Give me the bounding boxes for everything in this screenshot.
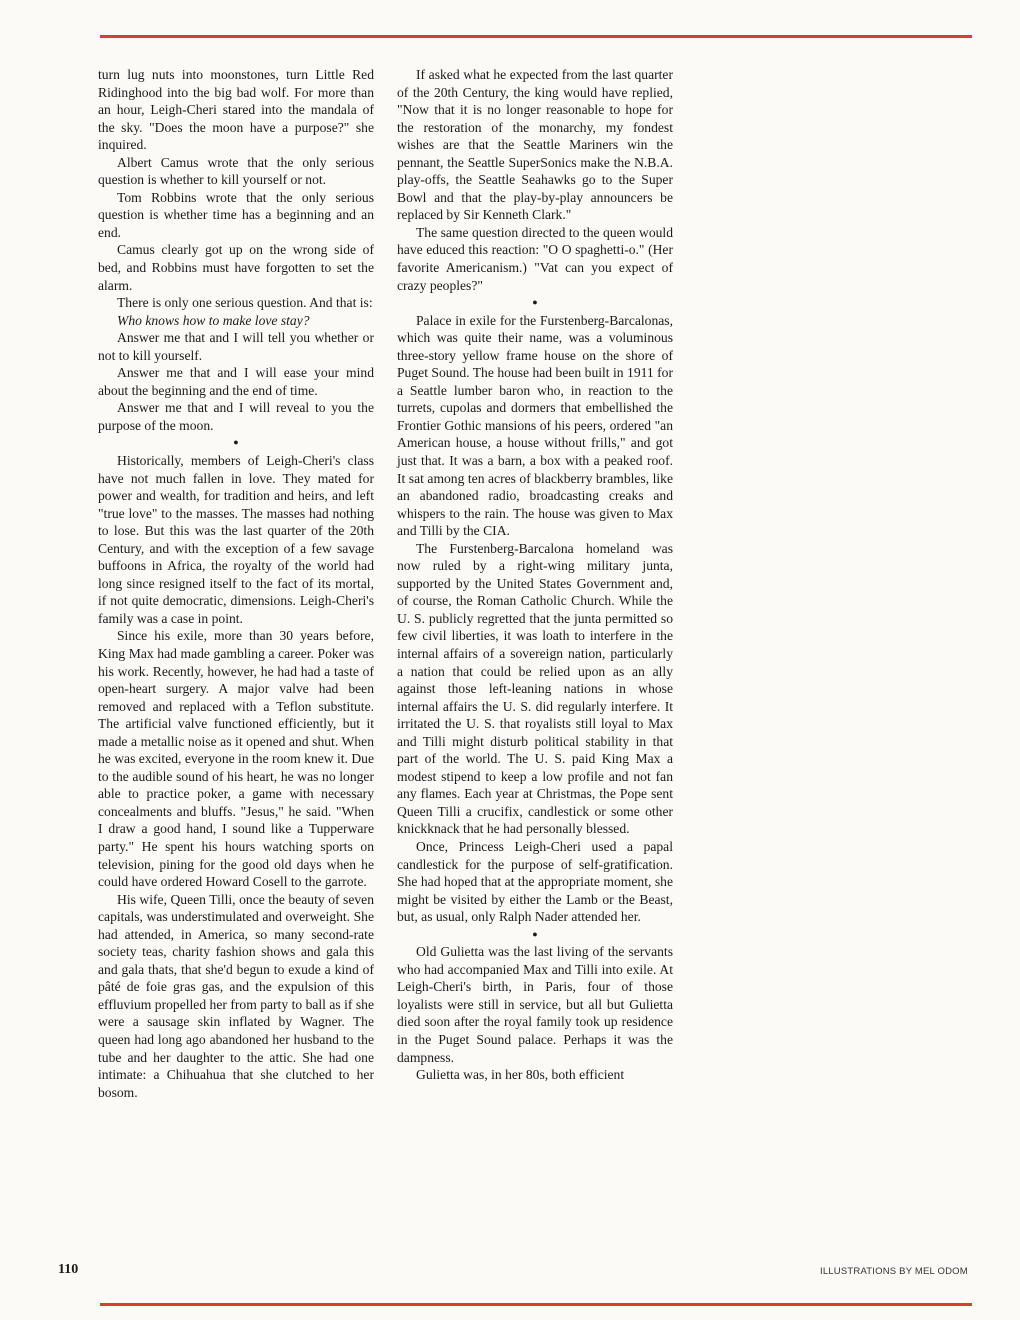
body-paragraph: His wife, Queen Tilli, once the beauty of seven capitals, was understimulated and overweight. She had attended, in America, so many second-rate society teas, charity fashion shows and gala this and gala thats, that she'd begun to exude a kind of pâté de foie gras gas, and the expulsion of this effluvium propelled her from party to ball as if she were a sausage skin inflated by Wagner. The queen had long ago abandoned her husband to the tube and her daughter to the attic. She had one intimate: a Chihuahua that she clutched to her bosom. <box>98 891 374 1100</box>
body-paragraph: Gulietta was, in her 80s, both efficient <box>416 1067 625 1083</box>
top-rule <box>100 35 972 38</box>
section-separator-bullet: ● <box>233 437 239 448</box>
section-separator-bullet: ● <box>532 297 538 308</box>
body-paragraph: If asked what he expected from the last quarter of the 20th Century, the king would have replied, "Now that it is no longer reasonable to hope for the restoration of the monarchy, my fondest wishes are that the Seattle Mariners win the pennant, the Seattle SuperSonics make the N.B.A. play-offs, the Seattle Seahawks go to the Super Bowl and that the play-by-play announcers be replaced by Sir Kenneth Clark." <box>397 67 673 223</box>
left-column <box>98 66 374 1101</box>
body-paragraph: The Furstenberg-Barcalona homeland was now ruled by a right-wing military junta, supported by the United States Government and, of course, the Roman Catholic Church. While the U. S. publicly regretted that the junta permitted so few civil liberties, it was loath to interfere in the internal affairs of a sovereign nation, particularly a nation that could be relied upon as an ally against those left-leaning nations in whose internal affairs the U. S. did regularly interfere. It irritated the U. S. that royalists still loyal to Max and Tilli might disturb political stability in that part of the world. The U. S. paid King Max a modest stipend to keep a low profile and not fan any flames. Each year at Christmas, the Pope sent Queen Tilli a crucifix, candlestick or some other knickknack that he had personally blessed. <box>397 540 673 837</box>
body-paragraph: Historically, members of Leigh-Cheri's class have not much fallen in love. They mated for power and wealth, for tradition and heirs, and left "true love" to the masses. The masses had nothing to lose. But this was the last quarter of the 20th Century, and with the exception of a few savage buffoons in Africa, the royalty of the world had long since resigned itself to the fact of its mortal, if not quite democratic, dimensions. Leigh-Cheri's family was a case in point. <box>98 452 374 626</box>
bottom-rule <box>100 1303 972 1306</box>
body-paragraph: Once, Princess Leigh-Cheri used a papal candlestick for the purpose of self-gratification. She had hoped that at the appropriate moment, she might be visited by either the Lamb or the Beast, but, as usual, only Ralph Nader attended her. <box>397 839 673 925</box>
body-paragraph: Tom Robbins wrote that the only serious question is whether time has a beginning and an end. <box>98 189 374 240</box>
body-paragraph: Who knows how to make love stay? <box>117 312 310 328</box>
illustration-credit: ILLUSTRATIONS BY MEL ODOM <box>820 1266 968 1277</box>
right-column <box>397 66 673 1084</box>
body-paragraph: There is only one serious question. And that is: <box>117 295 373 311</box>
body-paragraph: Answer me that and I will reveal to you the purpose of the moon. <box>98 400 374 433</box>
body-paragraph: Camus clearly got up on the wrong side of bed, and Robbins must have forgotten to set the alarm. <box>98 242 374 293</box>
body-paragraph: turn lug nuts into moonstones, turn Little Red Ridinghood into the big bad wolf. For more than an hour, Leigh-Cheri stared into the mandala of the sky. "Does the moon have a purpose?" she inquired. <box>98 67 374 153</box>
body-paragraph: Answer me that and I will tell you whether or not to kill yourself. <box>98 330 374 363</box>
body-paragraph: Since his exile, more than 30 years before, King Max had made gambling a career. Poker was his work. Recently, however, he had had a taste of open-heart surgery. A major valve had been removed and replaced with a Teflon substitute. The artificial valve functioned efficiently, but it made a metallic noise as it opened and shut. When he was excited, everyone in the room knew it. Due to the audible sound of his heart, he was no longer able to practice poker, a game with necessary concealments and bluffs. "Jesus," he said. "When I draw a good hand, I sound like a Tupperware party." He spent his hours watching sports on television, pining for the good old days when he could have ordered Howard Cosell to the garrote. <box>98 628 374 890</box>
body-paragraph: Albert Camus wrote that the only serious question is whether to kill yourself or not. <box>98 154 374 188</box>
page-number: 110 <box>58 1262 79 1277</box>
body-paragraph: The same question directed to the queen would have educed this reaction: "O O spaghetti-o." (Her favorite Americanism.) "Vat can you expect of crazy peoples?" <box>397 224 673 293</box>
body-paragraph: Answer me that and I will ease your mind about the beginning and the end of time. <box>98 365 374 398</box>
body-paragraph: Palace in exile for the Furstenberg-Barcalonas, which was quite their name, was a voluminous three-story yellow frame house on the shore of Puget Sound. The house had been built in 1911 for a Seattle lumber baron who, in reaction to the turrets, cupolas and dormers that embellished the Frontier Gothic mansions of his peers, ordered "an American house, a house without frills," and got just that. It was a barn, a box with a peaked roof. It sat among ten acres of blackberry brambles, like an abandoned radio, broadcasting creaks and whispers to the rain. The house was given to Max and Tilli by the CIA. <box>397 312 673 539</box>
body-paragraph: Old Gulietta was the last living of the servants who had accompanied Max and Tilli into exile. At Leigh-Cheri's birth, in Paris, four of those loyalists were still in service, but all but Gulietta died soon after the royal family took up residence in the Puget Sound palace. Perhaps it was the dampness. <box>397 944 673 1065</box>
section-separator-bullet: ● <box>532 928 538 939</box>
